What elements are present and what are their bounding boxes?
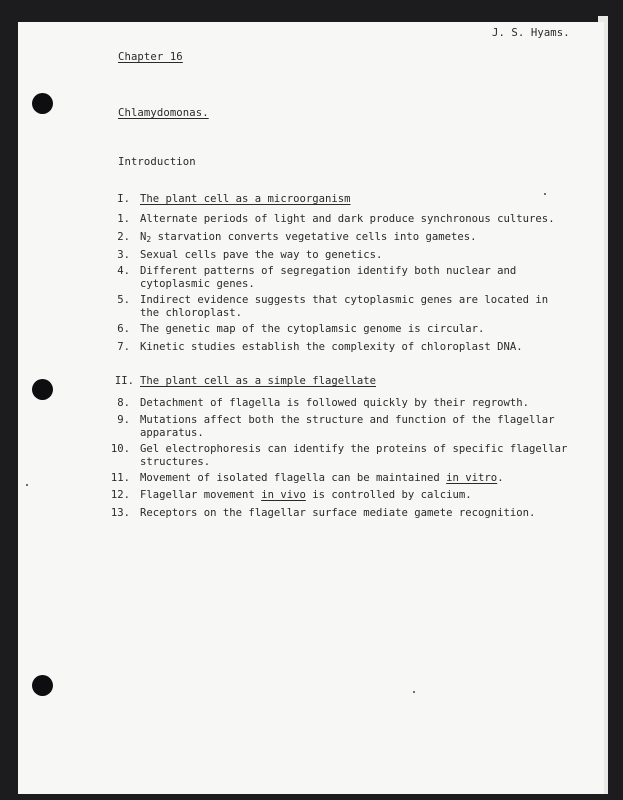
item-number: 4.: [117, 265, 130, 277]
item-text: Kinetic studies establish the complexity of chloroplast DNA.: [140, 341, 523, 353]
item-text-continued: the chloroplast.: [140, 307, 243, 319]
item-number: 13.: [110, 507, 130, 519]
subject-title: Chlamydomonas.: [118, 107, 209, 119]
item-text-part: Movement of isolated flagella can be maintained: [140, 472, 447, 484]
item-text-continued: cytoplasmic genes.: [140, 278, 255, 290]
item-text: The genetic map of the cytoplamsic genome is circular.: [140, 323, 485, 335]
item-text-underlined: in vivo: [261, 489, 306, 501]
item-text-underlined: in vitro: [446, 472, 498, 484]
item-text: Indirect evidence suggests that cytoplasmic genes are located in: [140, 294, 549, 306]
punch-hole-bottom: [32, 675, 53, 696]
item-text: [140, 472, 504, 486]
item-text: Alternate periods of light and dark produce synchronous cultures.: [140, 213, 555, 225]
item-text-part: .: [497, 472, 504, 484]
item-text-part: Flagellar movement: [140, 489, 262, 501]
section-numeral: I.: [117, 193, 130, 205]
item-number: 8.: [117, 397, 130, 409]
punch-hole-top: [32, 93, 53, 114]
item-number: 6.: [117, 323, 130, 335]
item-number: 12.: [110, 489, 130, 501]
item-number: 10.: [110, 443, 130, 455]
item-text-continued: apparatus.: [140, 427, 204, 439]
punch-hole-middle: [32, 379, 53, 400]
item-text: Different patterns of segregation identify both nuclear and: [140, 265, 517, 277]
paper-speck: [413, 691, 415, 693]
chapter-heading: Chapter 16: [118, 51, 183, 63]
item-number: 9.: [117, 414, 130, 426]
item-text-part: is controlled by calcium.: [305, 489, 472, 501]
section-title: The plant cell as a simple flagellate: [140, 375, 376, 387]
item-number: 7.: [117, 341, 130, 353]
section-numeral: II.: [114, 375, 134, 387]
section-title: The plant cell as a microorganism: [140, 193, 351, 205]
item-number: 5.: [117, 294, 130, 306]
item-text: Gel electrophoresis can identify the proteins of specific flagellar: [140, 443, 568, 455]
item-text: Mutations affect both the structure and function of the flagellar: [140, 414, 555, 426]
item-text: [140, 489, 472, 503]
item-text: Sexual cells pave the way to genetics.: [140, 249, 383, 261]
paper-speck: [26, 484, 28, 486]
subscript-two: 2: [146, 235, 152, 244]
item-number: 11.: [110, 472, 130, 484]
item-text: Receptors on the flagellar surface mediate gamete recognition.: [140, 507, 536, 519]
item-number: 1.: [117, 213, 130, 225]
item-text-part: N: [140, 231, 147, 243]
item-text-part: starvation converts vegetative cells into gametes.: [151, 231, 477, 243]
introduction-heading: Introduction: [118, 156, 196, 168]
item-number: 3.: [117, 249, 130, 261]
item-text-continued: structures.: [140, 456, 211, 468]
item-text: Detachment of flagella is followed quickly by their regrowth.: [140, 397, 530, 409]
author-name: J. S. Hyams.: [492, 27, 570, 39]
item-number: 2.: [117, 231, 130, 243]
paper-speck: [544, 193, 546, 195]
item-text: [140, 231, 477, 245]
